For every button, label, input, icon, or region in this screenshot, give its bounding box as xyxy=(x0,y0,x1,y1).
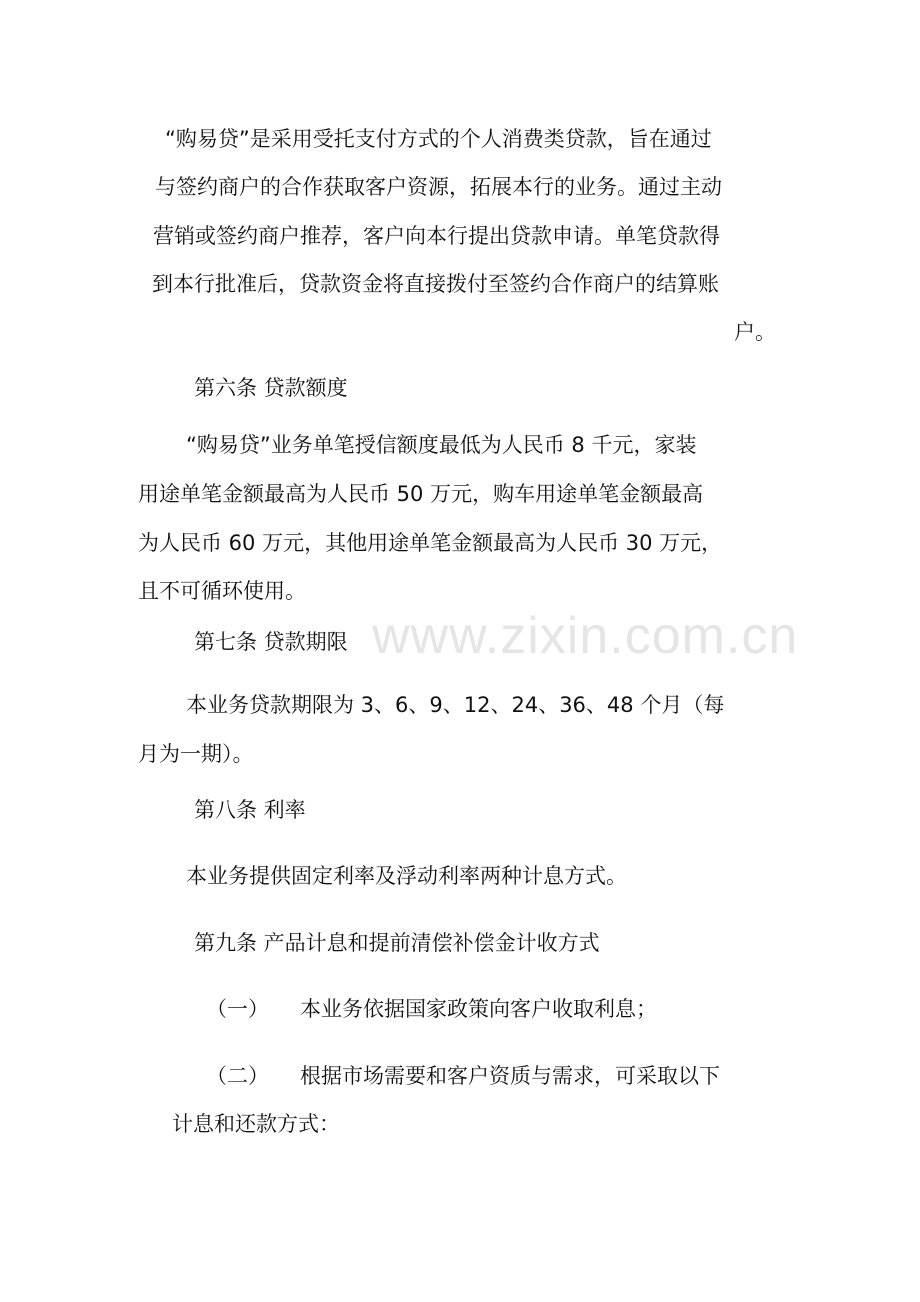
article-8-heading: 第八条 利率 xyxy=(194,798,306,822)
paragraph-1-line-5: 户。 xyxy=(734,320,776,344)
article-9-item-2-marker: （二） xyxy=(206,1064,269,1088)
article-6-line-4: 且不可循环使用。 xyxy=(138,579,306,603)
article-9-item-2-text: 根据市场需要和客户资质与需求，可采取以下 xyxy=(300,1064,720,1088)
article-6-line-1: “购易贷”业务单笔授信额度最低为人民币 8 千元，家装 xyxy=(186,433,697,457)
article-7-line-1: 本业务贷款期限为 3、6、9、12、24、36、48 个月（每 xyxy=(186,693,725,717)
article-7-heading: 第七条 贷款期限 xyxy=(194,630,348,654)
article-9-heading: 第九条 产品计息和提前清偿补偿金计收方式 xyxy=(194,931,600,955)
article-9-item-1-text: 本业务依据国家政策向客户收取利息； xyxy=(300,997,657,1021)
article-6-line-2: 用途单笔金额最高为人民币 50 万元，购车用途单笔金额最高 xyxy=(138,482,704,506)
paragraph-1-line-4: 到本行批准后，贷款资金将直接拨付至签约合作商户的结算账 xyxy=(152,272,719,296)
article-9-item-2-continuation: 计息和还款方式： xyxy=(172,1112,340,1136)
article-9-item-1-marker: （一） xyxy=(206,997,269,1021)
paragraph-1-line-1: “购易贷”是采用受托支付方式的个人消费类贷款，旨在通过 xyxy=(165,127,712,151)
article-6-line-3: 为人民币 60 万元，其他用途单笔金额最高为人民币 30 万元， xyxy=(138,531,723,555)
paragraph-1-line-2: 与签约商户的合作获取客户资源，拓展本行的业务。通过主动 xyxy=(155,175,722,199)
article-6-heading: 第六条 贷款额度 xyxy=(194,376,348,400)
article-8-line-1: 本业务提供固定利率及浮动利率两种计息方式。 xyxy=(186,864,627,888)
watermark: www.zixin.com.cn xyxy=(372,607,799,665)
article-7-line-2: 月为一期）。 xyxy=(138,742,254,766)
paragraph-1-line-3: 营销或签约商户推荐，客户向本行提出贷款申请。单笔贷款得 xyxy=(153,224,720,248)
